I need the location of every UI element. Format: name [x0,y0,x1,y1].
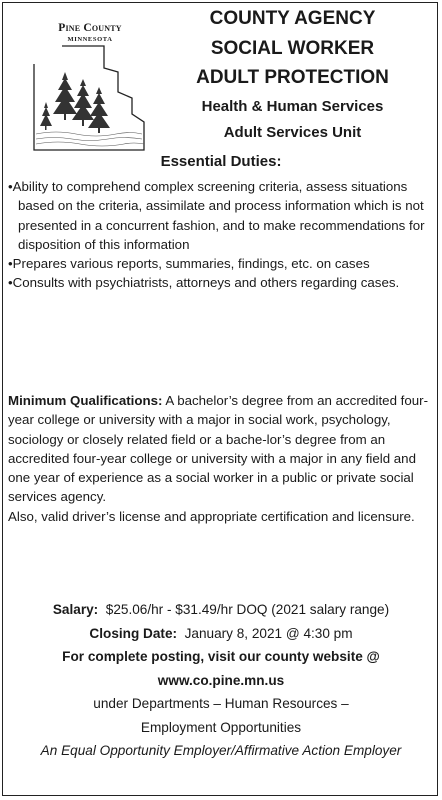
logo-county-name: Pine County [58,22,122,34]
department-line-1: under Departments – Human Resources – [93,696,349,711]
header-position: SOCIAL WORKER [210,38,375,59]
qualifications-section [8,391,436,526]
county-map-icon [28,42,150,152]
website-link[interactable]: www.co.pine.mn.us [157,672,285,688]
header-department: Health & Human Services [201,98,384,115]
header-division: Adult Services Unit [223,124,362,141]
logo-state-name: MINNESOTA [67,36,113,43]
qualifications-label: Minimum Qualifications: [8,393,163,408]
footer-section [0,598,442,763]
salary-line [0,598,442,622]
duties-list [8,177,436,293]
header-agency: COUNTY AGENCY [209,8,376,29]
duty-item: •Ability to comprehend complex screening criteria, assess situations based on the criteria, assimilate and process information which is not presented in a concurrent fashion, and to make recommendations for disposition of this information [8,179,425,252]
posting-line: For complete posting, visit our county website @ [62,649,380,664]
salary-value: $25.06/hr - $31.49/hr DOQ (2021 salary range) [105,602,390,617]
closing-line [0,622,442,646]
department-line-2: Employment Opportunities [140,719,302,735]
qualifications-extra: Also, valid driver’s license and appropriate certification and licensure. [8,508,415,524]
duties-heading: Essential Duties: [160,153,282,170]
qualifications-text: A bachelor’s degree from an accredited four-year college or university with a major in social work, psychology, sociology or closely related field or a bache-lor’s degree from an accredited four-year college or university with a major in any field and one year of experience as a social worker in a public or private social services agency. [8,393,429,505]
salary-label: Salary: [52,602,99,617]
closing-label: Closing Date: [89,625,178,641]
duty-item: •Prepares various reports, summaries, findings, etc. on cases [8,256,370,272]
duty-item: •Consults with psychiatrists, attorneys and others regarding cases. [8,275,400,291]
closing-value: January 8, 2021 @ 4:30 pm [184,625,353,641]
county-logo [18,12,143,140]
header-unit-title: ADULT PROTECTION [196,67,389,88]
eeo-statement: An Equal Opportunity Employer/Affirmative Action Employer [40,743,402,758]
